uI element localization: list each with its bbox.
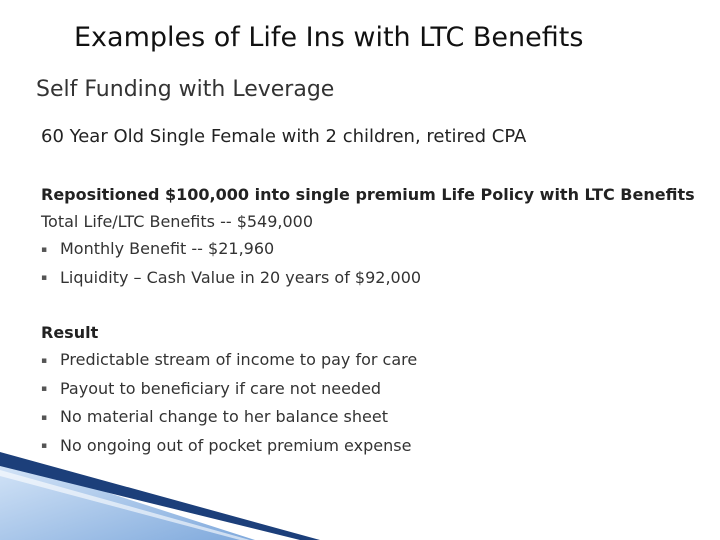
list-item-text: No material change to her balance sheet bbox=[60, 407, 388, 426]
list-item bbox=[41, 432, 417, 461]
bullet-icon: ▪ bbox=[41, 244, 48, 255]
list-item bbox=[41, 235, 695, 264]
policy-section bbox=[41, 181, 695, 292]
total-benefits: Total Life/LTC Benefits -- $549,000 bbox=[41, 212, 314, 231]
list-item-text: Liquidity – Cash Value in 20 years of $92,000 bbox=[60, 267, 422, 287]
result-section bbox=[41, 319, 417, 460]
list-item bbox=[41, 346, 417, 375]
bullet-icon: ▪ bbox=[41, 412, 48, 423]
bullet-icon: ▪ bbox=[41, 384, 48, 394]
list-item bbox=[41, 375, 417, 404]
slide-title: Examples of Life Ins with LTC Benefits bbox=[74, 22, 584, 53]
slide-subtitle: Self Funding with Leverage bbox=[36, 77, 335, 102]
list-item-text: Payout to beneficiary if care not needed bbox=[60, 378, 382, 398]
bullet-icon: ▪ bbox=[41, 355, 48, 366]
client-profile: 60 Year Old Single Female with 2 children, retired CPA bbox=[41, 126, 527, 147]
bullet-icon: ▪ bbox=[41, 441, 48, 451]
list-item bbox=[41, 264, 695, 293]
list-item-text: No ongoing out of pocket premium expense bbox=[60, 435, 412, 455]
list-item bbox=[41, 403, 417, 432]
policy-heading: Repositioned $100,000 into single premium Life Policy with LTC Benefits bbox=[41, 185, 695, 204]
result-heading: Result bbox=[41, 323, 99, 342]
list-item-text: Monthly Benefit -- $21,960 bbox=[60, 239, 275, 258]
bullet-icon: ▪ bbox=[41, 273, 48, 283]
list-item-text: Predictable stream of income to pay for care bbox=[60, 350, 418, 369]
